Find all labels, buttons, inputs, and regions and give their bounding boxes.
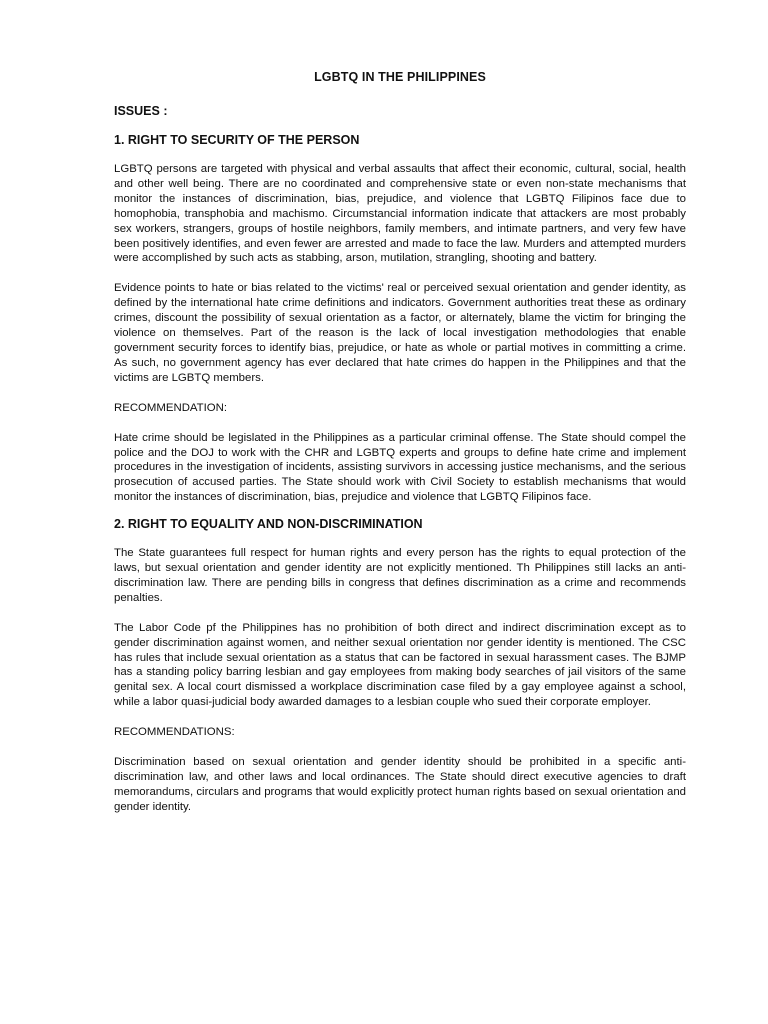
section-1-recommendation-label: RECOMMENDATION: [114, 401, 228, 414]
issues-label: ISSUES : [114, 104, 168, 118]
section-2-recommendation-label: RECOMMENDATIONS: [114, 726, 235, 739]
document-page [114, 70, 686, 830]
section-1-recommendation: Hate crime should be legislated in the Philippines as a particular criminal offense. The State should compel the police and the DOJ to work with the CHR and LGBTQ experts and groups to define hate crime and implement procedures in the investigation of incidents, assisting survivors in accessing justice mechanisms, and the serious prosecution of accused parties. The State should work with Civil Society to establish mechanisms that would monitor the instances of discrimination, bias, prejudice and violence that LGBTQ Filipinos face. [114, 431, 686, 504]
section-1-paragraph-1: LGBTQ persons are targeted with physical and verbal assaults that affect their economic, cultural, social, health and other well being. There are no coordinated and comprehensive state or even non-state mechanisms that monitor the instances of discrimination, bias, prejudice, and violence that LGBTQ Filipinos face due to homophobia, transphobia and machismo. Circumstancial information indicate that attackers are most probably sex workers, strangers, groups of hostile neighbors, family members, and intimate partners, and very few have been positively identifies, and even fewer are arrested and made to face the law. Murders and attempted murders were accomplished by such acts as stabbing, arson, mutilation, strangling, shooting and battery. [114, 163, 686, 265]
section-2-recommendation: Discrimination based on sexual orientation and gender identity should be prohibited in a specific anti-discrimination law, and other laws and local ordinances. The State should direct executive agencies to draft memorandums, circulars and programs that would explicitly protect human rights based on sexual orientation and gender identity. [114, 756, 686, 813]
section-1-paragraph-2: Evidence points to hate or bias related to the victims' real or perceived sexual orientation and gender identity, as defined by the international hate crime definitions and indicators. Government authorities treat these as ordinary crimes, discount the possibility of sexual orientation as a factor, or alternately, blame the victim for bringing the violence on themselves. Part of the reason is the lack of local investigation methodologies that enable government security forces to identify bias, prejudice, or hate as whole or partial motives in committing a crime. As such, no government agency has ever declared that hate crimes do happen in the Philippines and that the victims are LGBTQ members. [114, 282, 686, 384]
section-1-heading: 1. RIGHT TO SECURITY OF THE PERSON [114, 133, 360, 147]
section-2-heading: 2. RIGHT TO EQUALITY AND NON-DISCRIMINATION [114, 517, 423, 532]
document-title: LGBTQ IN THE PHILIPPINES [314, 70, 486, 84]
section-2-paragraph-2: The Labor Code pf the Philippines has no prohibition of both direct and indirect discrimination except as to gender discrimination against women, and neither sexual orientation nor gender identity is mentioned. The CSC has rules that include sexual orientation as a status that can be factored in sexual harassment cases. The BJMP has a standing policy barring lesbian and gay employees from making body searches of jail visitors of the same genital sex. A local court dismissed a workplace discrimination case filed by a gay employee against a school, while a labor quasi-judicial body awarded damages to a lesbian couple who sued their corporate employer. [114, 621, 686, 709]
section-2-paragraph-1: The State guarantees full respect for human rights and every person has the rights to equal protection of the laws, but sexual orientation and gender identity are not explicitly mentioned. Th Philippines still lacks an anti-discrimination law. There are pending bills in congress that defines discrimination as a crime and recommends penalties. [114, 547, 686, 604]
